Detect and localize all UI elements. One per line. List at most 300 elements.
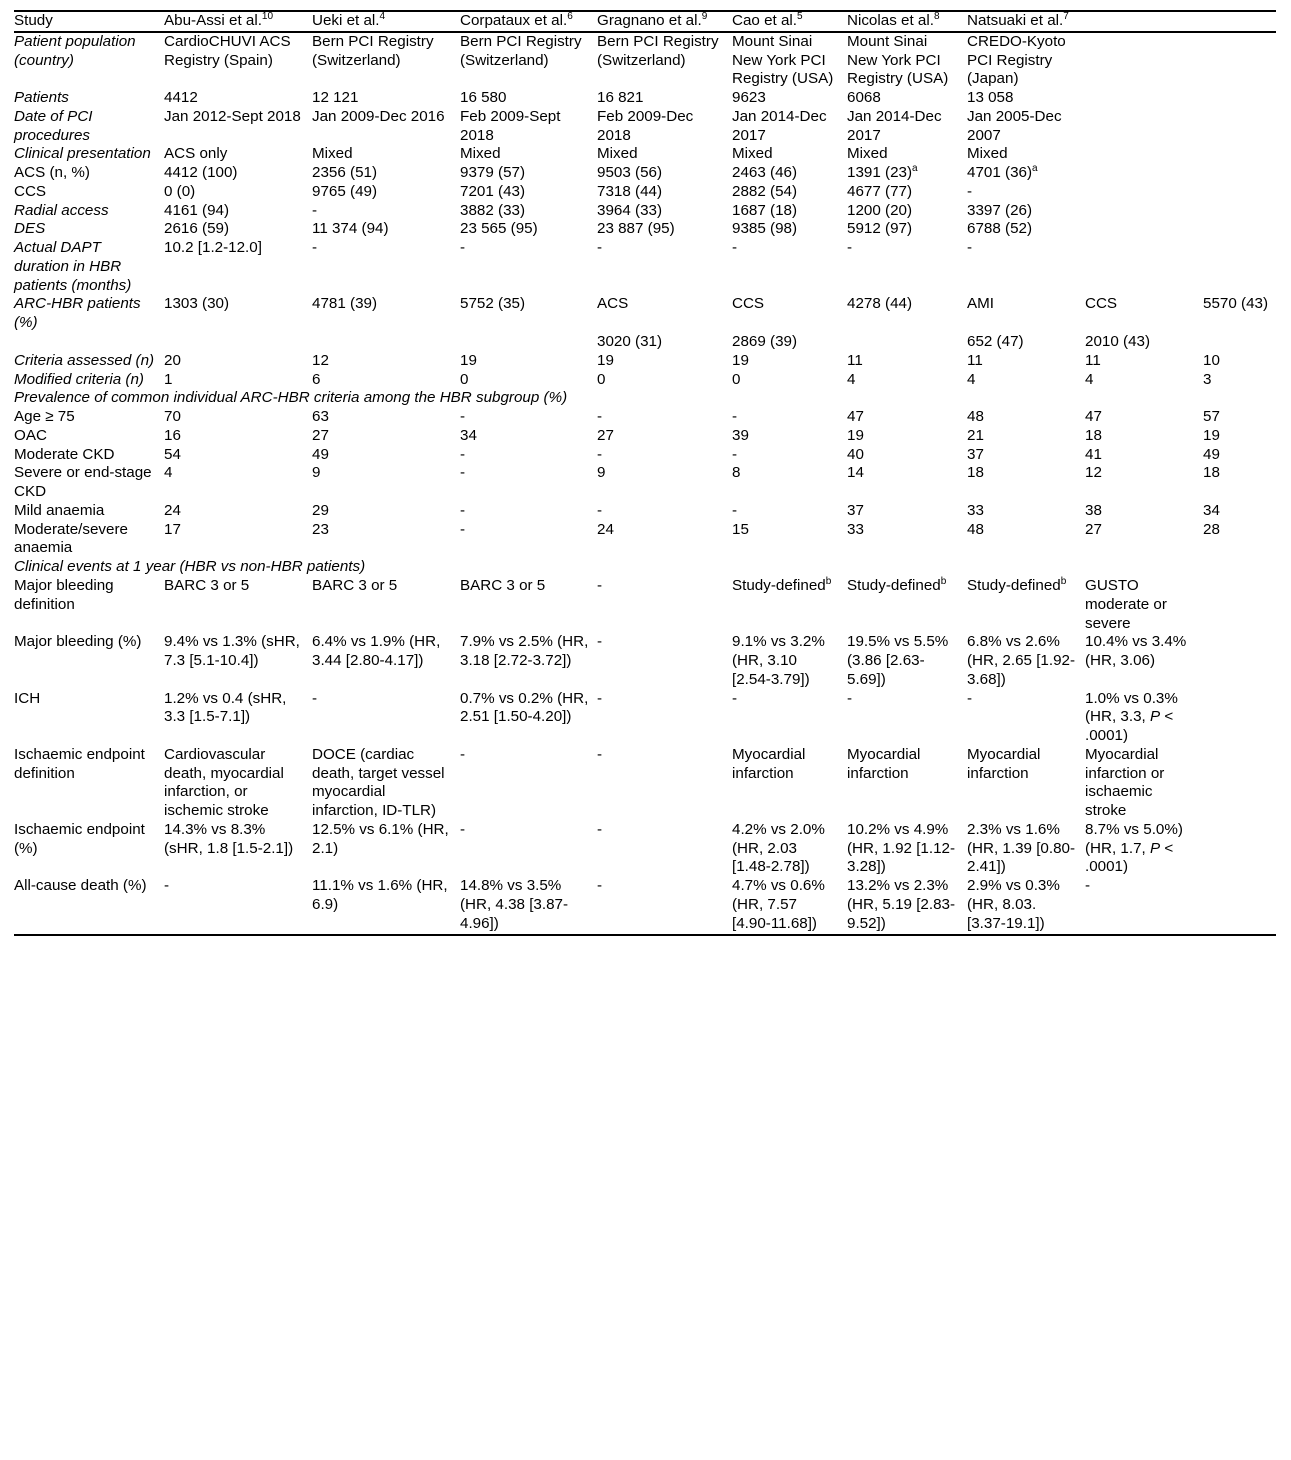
column-header-ueki [312,11,460,32]
table-cell-extra1: 27 [1085,520,1102,538]
table-cell-ueki: 29 [312,501,329,519]
cell-text: Study-defined [732,576,826,594]
table-row [14,521,1276,559]
table-cell-nicolas: 1200 (20) [847,201,913,219]
table-cell-extra1 [1085,183,1203,202]
table-cell-extra2 [1203,577,1276,633]
table-cell-extra2: 3 [1203,370,1212,388]
table-cell-natsuaki: 18 [967,464,984,482]
table-cell-natsuaki: 33 [967,501,984,519]
table-cell-abu_assi: 20 [164,351,181,369]
cell-text: 1391 (23) [847,164,913,182]
column-header-cao [732,11,847,32]
table-cell-ueki: Mixed [312,145,353,163]
table-cell-abu_assi: 4161 (94) [164,201,230,219]
table-cell-natsuaki: 3397 (26) [967,201,1033,219]
table-cell-natsuaki: CREDO-Kyoto PCI Registry (Japan) [967,32,1066,88]
table-row [14,295,1276,333]
table-row [14,877,1276,934]
table-cell-abu_assi: 2616 (59) [164,220,230,238]
table-cell-extra2 [1203,220,1276,239]
table-cell-ueki: - [312,239,318,257]
table-cell-ueki: 49 [312,445,329,463]
table-cell-gragnano: - [597,408,603,426]
table-cell-cao: Mixed [732,145,773,163]
table-cell-cao: 4.2% vs 2.0% (HR, 2.03 [1.48-2.78]) [732,820,825,876]
column-header-label: Ueki et al. [312,12,380,29]
table-cell-gragnano: - [597,576,603,594]
table-row [14,371,1276,390]
table-cell-nicolas: 47 [847,408,864,426]
column-header-label: Cao et al. [732,12,798,29]
table-cell-abu_assi: 16 [164,426,181,444]
cell-text: < .0001) [1085,708,1174,745]
table-cell-cao: Mount Sinai New York PCI Registry (USA) [732,32,834,88]
table-cell-extra2 [1203,821,1276,877]
table-cell-extra2 [1203,202,1276,221]
table-cell-corpataux: - [460,820,466,838]
table-row [14,502,1276,521]
table-cell-natsuaki: 13 058 [967,89,1014,107]
table-cell-gragnano: 23 887 (95) [597,220,675,238]
footnote-superscript: b [940,575,947,587]
table-row [14,32,1276,89]
row-label-ccs: CCS [14,182,47,200]
table-cell-abu_assi: 4412 [164,89,198,107]
table-row [14,220,1276,239]
table-cell-extra1: 47 [1085,408,1102,426]
event-row-label-all-cause-death: All-cause death (%) [14,877,164,934]
table-cell-nicolas: 4677 (77) [847,182,913,200]
footnote-superscript: b [1060,575,1067,587]
table-cell-extra1: GUSTO moderate or severe [1085,576,1167,632]
table-cell-extra2 [1203,746,1276,821]
table-cell-extra1: Myocardial infarction or ischaemic stroke [1085,745,1165,820]
table-row [14,202,1276,221]
table-cell-ueki: DOCE (cardiac death, target vessel myocardial infarction, ID-TLR) [312,745,445,820]
table-cell-abu_assi: 1 [164,370,173,388]
table-cell-corpataux: 0 [460,370,469,388]
table-cell-gragnano: 27 [597,426,614,444]
table-row [14,577,1276,633]
table-cell-corpataux: 16 580 [460,89,507,107]
table-cell-corpataux: Feb 2009-Sept 2018 [460,107,561,144]
table-cell-extra2 [1203,164,1276,183]
reference-superscript: 4 [379,10,386,22]
table-cell-ueki: 27 [312,426,329,444]
table-cell-abu_assi: 9.4% vs 1.3% (sHR, 7.3 [5.1-10.4]) [164,633,300,670]
table-cell-extra2 [1203,183,1276,202]
table-cell-cao: 9385 (98) [732,220,798,238]
table-cell-cao: - [732,445,738,463]
table-cell-extra2 [1203,333,1276,352]
table-cell-cao: 9623 [732,89,766,107]
table-cell-natsuaki: 48 [967,520,984,538]
table-cell-corpataux: 7.9% vs 2.5% (HR, 3.18 [2.72-3.72]) [460,633,589,670]
section-header-prevalence [14,389,1276,408]
table-cell-nicolas: 4 [847,370,856,388]
prevalence-row-label-oac: OAC [14,426,47,444]
study-comparison-table-wrapper [14,10,1276,936]
table-cell-nicolas: 40 [847,445,864,463]
table-row [14,183,1276,202]
table-cell-corpataux: 5752 (35) [460,295,526,313]
table-cell-ueki [312,333,460,352]
table-cell-gragnano: 7318 (44) [597,182,663,200]
table-cell-gragnano: - [597,745,603,763]
table-cell-gragnano: Bern PCI Registry (Switzerland) [597,32,719,69]
row-label-clinical-presentation: Clinical presentation [14,145,151,163]
table-cell-extra2 [1203,239,1276,295]
table-cell-corpataux: - [460,408,466,426]
table-cell-natsuaki: - [967,689,973,707]
event-row-label-ischaemic-endpoint: Ischaemic endpoint (%) [14,820,145,857]
table-cell-gragnano: - [597,445,603,463]
table-cell-extra2 [1203,108,1276,146]
table-cell-abu_assi: 10.2 [1.2-12.0] [164,239,262,257]
table-cell-natsuaki: Mixed [967,145,1008,163]
table-cell-extra2: 34 [1203,501,1220,519]
column-header-label: Nicolas et al. [847,12,934,29]
table-cell-nicolas: 11 [847,351,863,369]
table-row [14,464,1276,502]
table-cell-cao: 2869 (39) [732,333,798,351]
table-cell-extra1 [1085,145,1203,164]
table-cell-gragnano: 9503 (56) [597,164,663,182]
event-row-label-major-bleeding-definition: Major bleeding definition [14,576,114,613]
prevalence-row-label-age-75: Age ≥ 75 [14,408,75,426]
column-header-label: Study [14,12,53,29]
table-cell-extra1: 12 [1085,464,1102,482]
table-cell-cao: - [732,239,738,257]
table-cell-ueki: 23 [312,520,329,538]
table-cell-extra2: 28 [1203,520,1220,538]
table-cell-cao: CCS [732,295,765,313]
event-row-label-ischaemic-endpoint-definition: Ischaemic endpoint definition [14,745,145,782]
table-cell-extra1 [1085,220,1203,239]
table-cell-corpataux: 34 [460,426,477,444]
table-cell-gragnano: - [597,820,603,838]
table-cell-abu_assi: 4 [164,464,173,482]
table-cell-abu_assi: BARC 3 or 5 [164,576,250,594]
table-row [14,108,1276,146]
table-cell-extra1 [1085,164,1203,183]
column-header-natsuaki [967,11,1085,32]
row-label-patients: Patients [14,89,69,107]
table-cell-cao: 1687 (18) [732,201,798,219]
table-cell-gragnano: - [597,239,603,257]
table-cell-gragnano: - [597,689,603,707]
footnote-superscript: a [912,163,918,175]
table-cell-natsuaki: 11 [967,351,983,369]
table-cell-abu_assi: 1.2% vs 0.4 (sHR, 3.3 [1.5-7.1]) [164,689,287,726]
table-cell-natsuaki: 652 (47) [967,333,1024,351]
table-cell-extra2 [1203,89,1276,108]
table-cell-extra1: 38 [1085,501,1102,519]
prevalence-row-label-moderate-ckd: Moderate CKD [14,445,115,463]
table-cell-gragnano: 16 821 [597,89,644,107]
table-cell-natsuaki: Myocardial infarction [967,745,1041,782]
table-cell-cao: Jan 2014-Dec 2017 [732,107,827,144]
table-row [14,821,1276,877]
table-cell-cao: 8 [732,464,741,482]
cell-text: 4701 (36) [967,164,1033,182]
table-cell-cao: 2463 (46) [732,164,798,182]
table-cell-extra1: 11 [1085,351,1101,369]
table-cell-abu_assi: 14.3% vs 8.3% (sHR, 1.8 [1.5-2.1]) [164,820,294,857]
table-cell-extra1: 4 [1085,370,1094,388]
event-row-label-ich: ICH [14,689,41,707]
p-value-symbol: P [1150,708,1161,726]
table-cell-abu_assi: 4412 (100) [164,164,238,182]
header-row [14,11,1276,32]
table-cell-extra1 [1085,89,1203,108]
table-cell-ueki: Jan 2009-Dec 2016 [312,107,445,125]
table-row [14,352,1276,371]
table-cell-extra1 [1085,821,1203,877]
table-cell-ueki: 6 [312,370,321,388]
table-cell-extra1: CCS [1085,295,1118,313]
table-cell-nicolas: Mount Sinai New York PCI Registry (USA) [847,32,949,88]
table-cell-ueki: - [312,201,318,219]
section-header-clinical-events-text: Clinical events at 1 year (HBR vs non-HBR patients) [14,558,366,576]
table-cell-ueki: 6.4% vs 1.9% (HR, 3.44 [2.80-4.17]) [312,633,441,670]
table-cell-abu_assi: 70 [164,408,181,426]
table-cell-corpataux: 7201 (43) [460,182,526,200]
table-cell-natsuaki: 2.3% vs 1.6% (HR, 1.39 [0.80-2.41]) [967,820,1076,876]
table-cell-nicolas: - [847,239,853,257]
table-cell-natsuaki: Jan 2005-Dec 2007 [967,107,1062,144]
table-cell-ueki: 12.5% vs 6.1% (HR, 2.1) [312,820,449,857]
table-cell-abu_assi: 0 (0) [164,182,196,200]
table-cell-abu_assi: 1303 (30) [164,295,230,313]
table-cell-gragnano: 3964 (33) [597,201,663,219]
table-cell-corpataux: 3882 (33) [460,201,526,219]
table-cell-gragnano: Feb 2009-Dec 2018 [597,107,694,144]
table-cell-nicolas: Jan 2014-Dec 2017 [847,107,942,144]
table-cell-cao: 2882 (54) [732,182,798,200]
event-row-label-major-bleeding: Major bleeding (%) [14,633,142,651]
table-cell-abu_assi: CardioCHUVI ACS Registry (Spain) [164,32,291,69]
row-label-arc-hbr-patients: ARC-HBR patients (%) [14,295,141,332]
table-cell-extra2 [1203,32,1276,89]
table-cell-extra2: 57 [1203,408,1220,426]
table-cell-abu_assi: ACS only [164,145,228,163]
cell-text: 8.7% vs 5.0%) (HR, 1.7, [1085,820,1183,857]
table-cell-nicolas: - [847,689,853,707]
table-cell-ueki: Bern PCI Registry (Switzerland) [312,32,434,69]
column-header-label: Corpataux et al. [460,12,568,29]
table-cell-ueki: BARC 3 or 5 [312,576,398,594]
table-cell-extra1: - [1085,877,1203,934]
cell-text: Study-defined [847,576,941,594]
table-cell-gragnano: - [597,877,732,934]
prevalence-row-label-mild-anaemia: Mild anaemia [14,501,105,519]
table-cell-extra2: 10 [1203,351,1220,369]
table-row [14,633,1276,689]
table-cell-natsuaki: 6.8% vs 2.6% (HR, 2.65 [1.92-3.68]) [967,633,1076,688]
table-row [14,89,1276,108]
table-cell-corpataux: 9379 (57) [460,164,526,182]
table-cell-extra2: 49 [1203,445,1220,463]
table-cell-extra1: 10.4% vs 3.4% (HR, 3.06) [1085,633,1187,670]
row-label-criteria-assessed-n: Criteria assessed (n) [14,351,155,369]
table-cell-corpataux: BARC 3 or 5 [460,576,546,594]
table-cell-extra1: 2010 (43) [1085,333,1151,351]
row-label-radial-access: Radial access [14,201,109,219]
table-row [14,746,1276,821]
table-cell-corpataux: - [460,745,466,763]
table-row [14,164,1276,183]
table-cell-natsuaki: AMI [967,295,995,313]
table-cell-extra2 [1203,145,1276,164]
row-label-modified-criteria-n: Modified criteria (n) [14,370,144,388]
table-cell-ueki: 63 [312,408,329,426]
table-cell-extra1 [1085,202,1203,221]
table-cell-corpataux: 19 [460,351,477,369]
table-cell-nicolas: Mixed [847,145,888,163]
table-cell-corpataux: 0.7% vs 0.2% (HR, 2.51 [1.50-4.20]) [460,689,589,726]
table-cell-gragnano: Mixed [597,145,638,163]
cell-text: 1.0% vs 0.3% (HR, 3.3, [1085,689,1178,726]
table-cell-corpataux: - [460,520,466,538]
table-cell-nicolas [847,164,967,183]
table-cell-extra1: 18 [1085,426,1102,444]
table-cell-cao: - [732,501,738,519]
reference-superscript: 7 [1063,10,1069,22]
table-cell-extra2 [1203,877,1276,934]
table-cell-corpataux: - [460,464,466,482]
table-row [14,427,1276,446]
table-cell-gragnano: 0 [597,370,606,388]
table-cell-cao: 15 [732,520,749,538]
footnote-superscript: b [825,575,832,587]
reference-superscript: 9 [701,10,708,22]
table-cell-cao [732,577,847,633]
table-body [14,32,1276,935]
column-header-label: Abu-Assi et al. [164,12,262,29]
table-cell-nicolas: 14 [847,464,864,482]
table-cell-ueki: 11 374 (94) [312,220,389,238]
table-cell-extra2: 18 [1203,464,1220,482]
table-row [14,408,1276,427]
table-cell-corpataux: Mixed [460,145,501,163]
table-cell-corpataux [460,333,597,352]
table-cell-corpataux: - [460,501,466,519]
table-cell-nicolas: 19 [847,426,864,444]
table-cell-extra1 [1085,108,1203,146]
table-cell-nicolas: 10.2% vs 4.9% (HR, 1.92 [1.12-3.28]) [847,820,956,876]
column-header-extra-1 [1085,11,1203,32]
table-cell-corpataux: - [460,445,466,463]
prevalence-row-label-severe-or-end-stage-ckd: Severe or end-stage CKD [14,464,152,501]
row-label-des: DES [14,220,46,238]
table-cell-corpataux: Bern PCI Registry (Switzerland) [460,32,582,69]
table-row [14,690,1276,746]
table-cell-nicolas: 5912 (97) [847,220,913,238]
table-cell-cao: 39 [732,426,749,444]
table-cell-extra1 [1085,239,1203,295]
table-cell-corpataux: - [460,239,466,257]
prevalence-row-label-moderate-severe-anaemia: Moderate/severe anaemia [14,520,128,557]
table-cell-abu_assi: 54 [164,445,181,463]
table-cell-cao: - [732,689,738,707]
table-cell-ueki: 12 [312,351,329,369]
table-cell-ueki: 4781 (39) [312,295,378,313]
table-cell-ueki: 9765 (49) [312,182,378,200]
row-label-patient-population-country: Patient population (country) [14,32,136,69]
table-cell-nicolas: 19.5% vs 5.5% (3.86 [2.63-5.69]) [847,633,949,688]
table-cell-extra2: 5570 (43) [1203,295,1269,313]
table-cell-corpataux: 23 565 (95) [460,220,538,238]
footnote-superscript: a [1032,163,1038,175]
table-cell-natsuaki: 4 [967,370,976,388]
table-cell-abu_assi: 24 [164,501,181,519]
table-row [14,446,1276,465]
row-label-blank [14,333,164,352]
table-cell-abu_assi: Jan 2012-Sept 2018 [164,107,301,125]
table-cell-abu_assi [164,333,312,352]
table-cell-natsuaki [967,164,1085,183]
table-cell-ueki: 12 121 [312,89,359,107]
table-cell-natsuaki [967,577,1085,633]
table-cell-nicolas: 4278 (44) [847,295,913,313]
reference-superscript: 10 [261,10,274,22]
column-header-nicolas [847,11,967,32]
table-cell-nicolas: 6068 [847,89,881,107]
row-label-actual-dapt-duration-in-hbr-patients-months: Actual DAPT duration in HBR patients (months) [14,239,132,294]
reference-superscript: 5 [797,10,803,22]
column-header-abu-assi [164,11,312,32]
table-cell-cao: 0 [732,370,741,388]
table-cell-gragnano: 3020 (31) [597,333,663,351]
table-cell-gragnano: 9 [597,464,606,482]
table-row [14,333,1276,352]
table-cell-corpataux: 14.8% vs 3.5% (HR, 4.38 [3.87-4.96]) [460,877,597,934]
table-cell-nicolas: 37 [847,501,864,519]
table-cell-abu_assi: Cardiovascular death, myocardial infarction, or ischemic stroke [164,745,284,820]
table-cell-extra2: 19 [1203,426,1220,444]
reference-superscript: 8 [933,10,940,22]
table-cell-cao: 9.1% vs 3.2% (HR, 3.10 [2.54-3.79]) [732,633,825,688]
table-cell-ueki: 9 [312,464,321,482]
table-cell-natsuaki: - [967,239,973,257]
table-cell-natsuaki: 37 [967,445,984,463]
table-cell-extra1: 41 [1085,445,1102,463]
table-cell-natsuaki: 2.9% vs 0.3% (HR, 8.03. [3.37-19.1]) [967,877,1085,934]
table-cell-gragnano: 24 [597,520,614,538]
table-row [14,145,1276,164]
row-label-date-of-pci-procedures: Date of PCI procedures [14,107,93,144]
column-header-gragnano [597,11,732,32]
table-cell-extra1 [1085,690,1203,746]
table-cell-abu_assi: - [164,877,312,934]
table-cell-natsuaki: 48 [967,408,984,426]
table-cell-nicolas: 13.2% vs 2.3% (HR, 5.19 [2.83-9.52]) [847,877,967,934]
table-cell-cao: 4.7% vs 0.6% (HR, 7.57 [4.90-11.68]) [732,877,847,934]
table-cell-extra2 [1203,633,1276,689]
table-cell-extra2 [1203,690,1276,746]
table-cell-gragnano: - [597,633,603,651]
reference-superscript: 6 [567,10,573,22]
row-label-acs-n: ACS (n, %) [14,164,90,182]
study-comparison-table [14,10,1276,936]
section-header-clinical-events [14,558,1276,577]
column-header-study [14,11,164,32]
table-cell-natsuaki: - [967,182,973,200]
table-cell-abu_assi: 17 [164,520,181,538]
column-header-extra-2 [1203,11,1276,32]
